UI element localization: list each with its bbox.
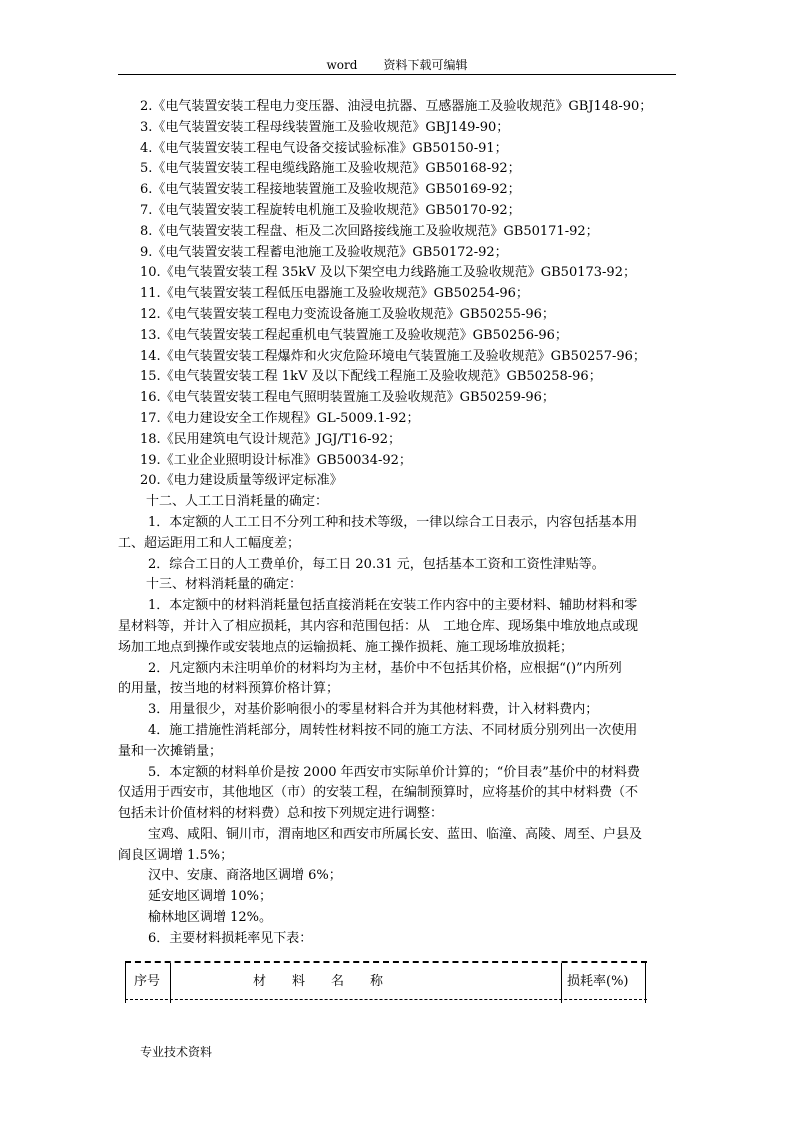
paragraph: 仅适用于西安市，其他地区（市）的安装工程，在编制预算时，应将基价的其中材料费（不 <box>118 785 639 801</box>
standard-item: 16.《电气装置安装工程电气照明装置施工及验收规范》GB50259-96； <box>140 390 555 406</box>
paragraph: 5．本定额的材料单价是按 2000 年西安市实际单价计算的；“价目表”基价中的材料费 <box>148 764 640 780</box>
table-header-index: 序号 <box>134 974 161 989</box>
paragraph: 的用量，按当地的材料预算价格计算； <box>118 681 340 697</box>
table-col-divider <box>170 963 171 1003</box>
paragraph: 场加工地点到操作或安装地点的运输损耗、施工操作损耗、施工现场堆放损耗； <box>118 639 574 655</box>
standard-item: 13.《电气装置安装工程起重机电气装置施工及验收规范》GB50256-96； <box>140 327 568 343</box>
loss-rate-table <box>125 961 647 1007</box>
standards-list <box>118 97 680 492</box>
paragraph: 汉中、安康、商洛地区调增 6%； <box>148 868 342 884</box>
paragraph: 1．本定额中的材料消耗量包括直接消耗在安装工作内容中的主要材料、辅助材料和零 <box>148 598 638 614</box>
standard-item: 10.《电气装置安装工程 35kV 及以下架空电力线路施工及验收规范》GB50173-92； <box>140 265 636 281</box>
standard-item: 7.《电气装置安装工程旋转电机施工及验收规范》GB50170-92； <box>140 202 521 218</box>
standard-item: 12.《电气装置安装工程电力变流设备施工及验收规范》GB50255-96； <box>140 306 555 322</box>
header-right: 资料下载可编辑 <box>383 58 468 72</box>
paragraph: 阎良区调增 1.5%； <box>118 847 234 863</box>
standard-item: 9.《电气装置安装工程蓄电池施工及验收规范》GB50172-92； <box>140 244 508 260</box>
standard-item: 2.《电气装置安装工程电力变压器、油浸电抗器、互感器施工及验收规范》GBJ148-90； <box>140 99 653 114</box>
table-col-divider <box>561 963 562 1003</box>
table-header-loss-rate: 损耗率(%) <box>567 974 629 989</box>
paragraph: 3．用量很少，对基价影响很小的零星材料合并为其他材料费，计入材料费内； <box>148 702 599 718</box>
paragraph: 6．主要材料损耗率见下表： <box>148 930 313 946</box>
table-top-rule <box>125 961 647 963</box>
standard-item: 6.《电气装置安装工程接地装置施工及验收规范》GB50169-92； <box>140 182 521 198</box>
section12-heading: 十二、人工工日消耗量的确定： <box>146 494 329 510</box>
standard-item: 8.《电气装置安装工程盘、柜及二次回路接线施工及验收规范》GB50171-92； <box>140 223 599 239</box>
standard-item: 14.《电气装置安装工程爆炸和火灾危险环境电气装置施工及验收规范》GB50257-96； <box>140 348 646 364</box>
page-header <box>118 58 676 72</box>
paragraph: 工、超运距用工和人工幅度差； <box>118 535 301 551</box>
standard-item: 20.《电力建设质量等级评定标准》 <box>140 473 343 489</box>
standard-item: 19.《工业企业照明设计标准》GB50034-92； <box>140 452 412 468</box>
table-border-left <box>125 963 126 1003</box>
standard-item: 17.《电力建设安全工作规程》GL-5009.1-92； <box>140 410 420 426</box>
header-left: word <box>326 58 358 72</box>
paragraph: 2．凡定额内未注明单价的材料均为主材，基价中不包括其价格，应根据“()”内所列 <box>148 660 622 676</box>
table-header-material: 材 料 名 称 <box>253 974 384 989</box>
header-rule <box>118 74 676 75</box>
standard-item: 3.《电气装置安装工程母线装置施工及验收规范》GBJ149-90； <box>140 119 510 135</box>
paragraph: 4．施工措施性消耗部分，周转性材料按不同的施工方法、不同材质分别列出一次使用 <box>148 722 638 738</box>
document-body <box>118 97 680 950</box>
paragraph: 延安地区调增 10%； <box>148 889 273 905</box>
table-header-rule <box>125 999 647 1000</box>
paragraph: 星材料等，并计入了相应损耗，其内容和范围包括：从 工地仓库、现场集中堆放地点或现 <box>118 618 639 634</box>
paragraph: 包括未计价值材料的材料费）总和按下列规定进行调整： <box>118 806 444 822</box>
paragraph: 1．本定额的人工工日不分列工种和技术等级，一律以综合工日表示，内容包括基本用 <box>148 514 638 530</box>
paragraph: 2．综合工日的人工费单价，每工日 20.31 元，包括基本工资和工资性津贴等。 <box>148 556 605 572</box>
standard-item: 11.《电气装置安装工程低压电器施工及验收规范》GB50254-96； <box>140 286 529 302</box>
standard-item: 5.《电气装置安装工程电缆线路施工及验收规范》GB50168-92； <box>140 161 521 177</box>
paragraph: 宝鸡、咸阳、铜川市，渭南地区和西安市所属长安、蓝田、临潼、高陵、周至、户县及 <box>148 826 643 842</box>
standard-item: 15.《电气装置安装工程 1kV 及以下配线工程施工及验收规范》GB50258-96； <box>140 369 602 385</box>
standard-item: 18.《民用建筑电气设计规范》JGJ/T16-92； <box>140 431 402 447</box>
page-footer: 专业技术资料 <box>140 1045 213 1059</box>
paragraph: 榆林地区调增 12%。 <box>148 910 273 926</box>
paragraph: 量和一次摊销量； <box>118 743 223 759</box>
section13-heading: 十三、材料消耗量的确定： <box>146 577 303 593</box>
table-border-right <box>645 963 646 1003</box>
standard-item: 4.《电气装置安装工程电气设备交接试验标准》GB50150-91； <box>140 140 508 156</box>
